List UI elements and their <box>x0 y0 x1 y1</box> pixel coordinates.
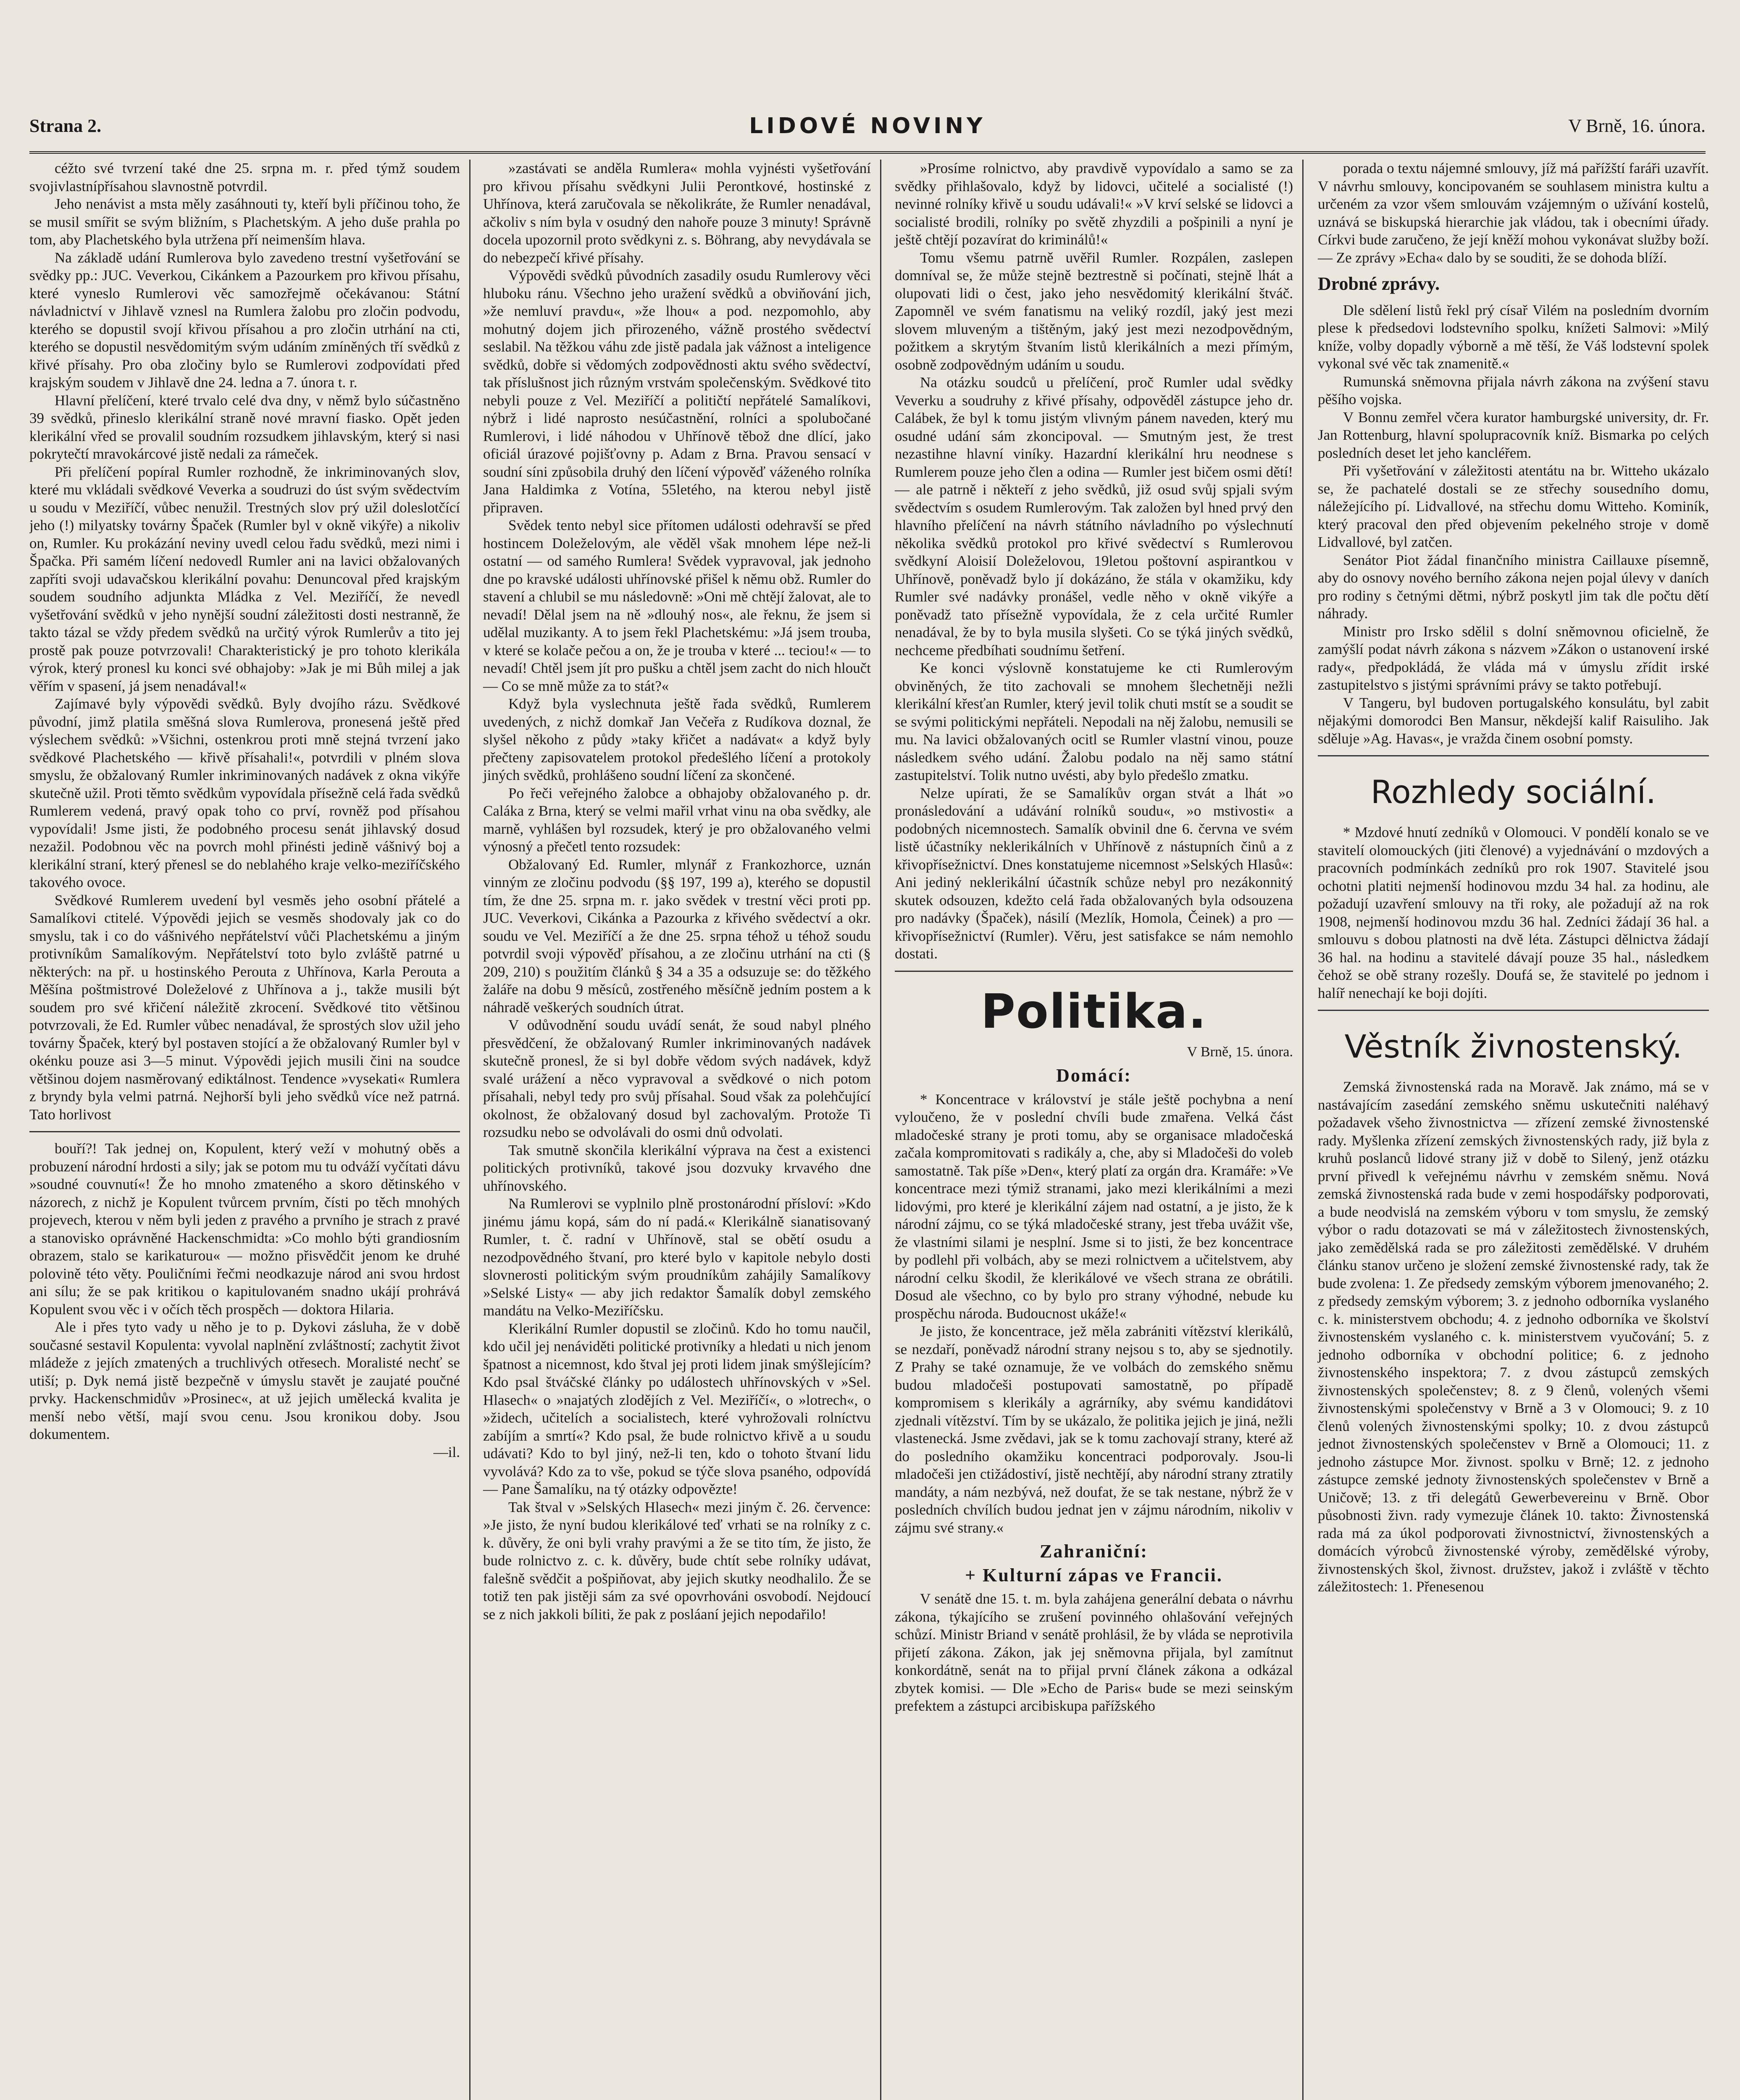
section-divider <box>1318 755 1709 756</box>
subsection-title-zahranicni: Zahraniční: <box>1040 1541 1148 1562</box>
feuilleton-paragraph: bouří?! Tak jednej on, Kopulent, který veží v mohutný oběs a probuzení národní hrdosti a sily; jak se potom mu tu odváží vyčítati dávu »soudné couvnutí«! Že ho mnoho zmateného a skoro dětinského v názorech, z nichž je Kopulent tvůrcem prvním, čísti po těch mnohých projevech, kterou v něm byli jeden z pravého a prvního je strach z pravé a stanovisko oprávněné Hackenschmidta: »Co mohlo býti grandiosním obrazem, stalo se karikaturou« — možno přisvědčit jenom ke druhé polovině této věty. Pouličními řečmi neodkazuje národ ani svou hrdost ani sílu; že se pak kritikou o kapitulovaném snadno ukájí prohrává Kopulent svou věc i v očích těch prospěch — doktora Hilaria. <box>29 1140 460 1318</box>
article-paragraph: »zastávati se anděla Rumlera« mohla vyjnésti vyšetřování pro křivou přísahu svědkyni Julii Perontkové, hostinské z Uhřínova, která zaručovala se několikráte, že Rumler nenadával, ačkoliv s ním byla v osudný den nahoře pouze 3 minuty! Správně docela upozornil proto svědkyni z. s. Böhrang, aby nevydávala se do nebezpečí křivé přísahy. <box>483 160 871 266</box>
article-paragraph: Svědek tento nebyl sice přítomen události odehravší se před hostincem Doleželovým, ale věděl však mnohem lépe než-li ostatní — od samého Rumlera! Svědek vypravoval, jak jednoho dne po kravské události uhřínovské přišel k němu obž. Rumler do stavení a chlubil se mu následovně: »Oni mě chtějí žalovat, ale to nevadí! Dělal jsem na ně »dlouhý nos«, ale řeknu, že jsem si udělal muzikanty. A to jsem řekl Plachetskému: »Já jsem trouba, v které se kolače pečou a on, že je trouba v které ... teciou!« — to nevadí! Chtěl jsem jít pro pušku a chtěl jsem zacht do nich hloučt — Co se mně může za to stát?« <box>483 517 871 694</box>
subsection-title-domaci: Domácí: <box>1056 1065 1132 1086</box>
author-signature: —il. <box>433 1444 460 1460</box>
news-item: Rumunská sněmovna přijala návrh zákona na zvýšení stavu pěšího vojska. <box>1318 373 1709 407</box>
news-item: Zemská živnostenská rada na Moravě. Jak známo, má se v nastávajícím zasedání zemského sněmu uskutečniti naléhavý požadavek všeho živnostnictva — zřízení zemské živnostenské rady. Myšlenka zřízení zemských živnostenských rady, již byla z kruhů poslanců lidové strany již v době to Silený, jenž otázku první přivedl k veřejnému návrhu v zemském sněmu. Nová zemská živnostenská rada bude v zemi hospodářsky podporovati, a bude neodvislá na zemském výboru v tom smyslu, že zemský výbor o radu dotazovati se má v záležitostech živnostenských, jako zemědělská rada se pro záležitosti zemědělské. V druhém článku stanov určeno je složení zemské živnostenské rady, tak že bude zvolena: 1. Ze předsedy zemským výborem jmenovaného; 2. z předsedy zemským výborem; 3. z jednoho odborníka vyslaného c. k. ministerstvem obchodu; 4. z jednoho odborníka ve školství živnostenském vyslaného c. k. ministerstvem vyučování; 5. z jednoho odborníka v obchodní politice; 6. z jednoho živnostenského inspektora; 7. z dvou zástupců zemských živnostenských společenstev; 8. z 9 členů, volených všemi živnostenskými společenstvy v Brně a 3 v Olomouci; 9. z 10 členů volených živnostenskými spolky; 10. z dvou zástupců jednot živnostenských společenstev v Brně a Olomouci; 11. z jednoho zástupce Mor. živnost. spolku v Brně; 12. z jednoho zástupce zemské jednoty živnostenských společenstev v Brně a Uničově; 13. z tři delegátů Gewerbevereinu v Brně. Obor působnosti živn. rady vymezuje článek 10. takto: Živnostenská rada má za úkol podporovati živnostnictví, živnostenských a domácích výrobců živnostenské výroby, zemědělské výroby, živnostenských škol, živnost. družstev, jakož i zvláště v těchto záležitostech: 1. Přenesenou <box>1318 1079 1709 1595</box>
article-paragraph: Když byla vyslechnuta ještě řada svědků, Rumlerem uvedených, z nichž domkař Jan Večeřa z Rudíkova doznal, že slyšel někoho z půdy »taky křičet a nadávat« a když byly přečteny zapisovatelem protokol předešlého líčení a protokoly jiných svědků, prohlášeno soudní líčení za skončené. <box>483 696 871 783</box>
section-title-politika: Politika. <box>980 984 1207 1039</box>
section-dateline: V Brně, 15. února. <box>1187 1044 1293 1060</box>
article-headline: + Kulturní zápas ve Francii. <box>965 1564 1223 1586</box>
article-paragraph: porada o textu nájemné smlouvy, jíž má pařížští faráři uzavřít. V návrhu smlouvy, koncipovaném se souhlasem ministra kultu a určeném za vzor všem smlouvám vzájemným o užívání kostelů, uznává se biskupská hierarchie jak vládou, tak i obecními úřady. Církvi bude zaručeno, že její kněží mohou vykonávat služby boží. — Ze zprávy »Echa« dalo by se souditi, že se dohoda blíží. <box>1318 160 1709 266</box>
section-title-rozhledy: Rozhledy sociální. <box>1370 773 1656 811</box>
article-paragraph: Na Rumlerovi se vyplnilo plně prostonárodní přísloví: »Kdo jinému jámu kopá, sám do ní padá.« Klerikálně sianatisovaný Rumler, t. č. radní v Uhřínově, stal se obětí osudu a nezodpovědného štvaní, pro které bylo v kapitole nebylo dosti slovnerosti politickým svým proudníkům zahájily Samalíkovy »Selské Listy« — aby jich redaktor Šamalík dobyl zemského mandátu na Velko-Meziříčsku. <box>483 1195 871 1319</box>
news-item: * Mzdové hnutí zedníků v Olomouci. V pondělí konalo se ve stavitelí olomouckých (jiti členové) a vyjednávání o mzdových a pracovních podmínkách zedníků pro rok 1907. Stavitelé jsou ochotni platiti nejmenší hodinovou mzdu 34 hal. za hodinu, ale požadují uzavření smlouvy na tři roky, ale požadují až na rok 1908, nejmenší hodinovou mzdu 36 hal. Zedníci žádají 36 hal. a smlouvu s dobou platnosti na dvě léta. Zástupci dělnictva žádají 36 hal. na hodinu a stavitelé dávají pouze 35 hal., následkem čehož se obě strany rozešly. Doufá se, že stavitelé po jednom i halíř nenechají ke boji dojíti. <box>1318 824 1709 1001</box>
news-item: Senátor Piot žádal finančního ministra Caillauxe písemně, aby do osnovy nového berního zákona nejen pojal úlevy v daních pro rodiny s četnými dětmi, nýbrž poskytl jim tak dle počtu dětí náhrady. <box>1318 551 1709 622</box>
news-item: Dle sdělení listů řekl prý císař Vilém na posledním dvorním plese k předsedovi lodstevního spolku, knížeti Salmovi: »Milý kníže, volby dopadly výborně a mě těší, že Váš lodstevní spolek vykonal své věc tak znamenitě.« <box>1318 302 1709 372</box>
column-divider <box>29 1131 460 1132</box>
article-paragraph: Na otázku soudců u přelíčení, proč Rumler udal svědky Veverku a soudruhy z křivé přísahy, odpověděl zástupce jeho dr. Calábek, že byl k tomu jistým vlivným pánem naveden, který mu osudné udání sám zkoncipoval. — Smutným jest, že trest nezastihne hlavní viníky. Hazardní klerikální hru neodnese s Rumlerem pouze jeho člen a odina — Rumler jest bičem osmi dětí! — ale patrně i někteří z jeho svědků, již osud svůj spjali svým svědectvím s osudem Rumlerovým. Tak založen byl hned prvý den hlavního přelíčení na návrh státního návladního po výslechnutí několika svědků protokol pro křivé svědectví s Rumlerovou svědkyní Aloisií Doleželovou, 19letou poštovní aspirantkou v Uhřínově, poněvadž bylo jí dokázáno, že stála v okamžiku, kdy Rumler své nadávky pronášel, vedle něho v okně vikýře a poněvadž tato přísežně vypovídala, že z cela určité Rumler nenadával, že by to byla musila slyšeti. Co se týká jiných svědků, nechceme předbíhati soudnímu šetření. <box>895 374 1293 659</box>
article-paragraph: Jeho nenávist a msta měly zasáhnouti ty, kteří byli příčinou toho, že se musil smířit se svým bližním, s Plachetským. A jeho duše prahla po tom, aby Plachetského byla utržena pří neimenším hlava. <box>29 196 460 248</box>
verdict-paragraph: Obžalovaný Ed. Rumler, mlynář z Frankozhorce, uznán vinným ze zločinu podvodu (§§ 197, 199 a), kterého se dopustil tím, že dne 25. srpna m. r. jako svědek v trestní věci proti pp. JUC. Veverkovi, Cikánka a Pazourka z křivého svědectví a okr. soudu ve Vel. Meziříčí a že dne 25. srpna téhož u téhož soudu potvrdil svoji výpověď přísahou, a ze zločinu utrhání na cti (§ 209, 210) s použitím článků § 34 a 35 a odsuzuje se: do těžkého žaláře na dobu 9 měsíců, zostřeného měsíčně jedním postem a k náhradě veškerých soudních útrat. <box>483 856 871 1016</box>
masthead: LIDOVÉ NOVINY <box>749 113 986 139</box>
article-paragraph: Je jisto, že koncentrace, jež měla zabrániti vítězství klerikálů, se nezdaří, poněvadž národní strany nejsou s to, aby se sjednotily. Z Prahy se také oznamuje, že ve volbách do zemského sněmu budou mladočeši postupovati samostatně, po případě kompromisem s klerikály a agrárníky, aby svému kandidátovi zjednali vítězství. Tím by se ukázalo, že politika jejich je jiná, nežli vlastenecká. Jsme zvědavi, jak se k tomu zachovají strany, které až do posledního okamžiku koncentraci podporovaly. Jsou-li mladočeši jen ctižádostiví, jistě nechtějí, aby národní strany ztratily mandáty, a nám nezbývá, než doufat, že se tak nestane, nýbrž že v posledních chvílích budou jednat jen v zájmu národním, nikoliv v zájmu své strany.« <box>895 1323 1293 1536</box>
section-divider <box>1318 1010 1709 1011</box>
article-paragraph: Při přelíčení popíral Rumler rozhodně, že inkriminovaných slov, které mu vkládali svědkové Veverka a soudruzi do úst svým svědectvím u soudu v Meziříčí, vůbec nenužil. Trestných slov prý užil doleslotčící jeho (!) milyatsky továrny Špaček (Rumler byl v okně vikýře) a nikoliv on, Rumler. Ku prokázání neviny uvedl celou řadu svědků, mezi nimi i Špačka. Při samém líčení nedovedl Rumler ani na lavici obžalovaných zapříti svoji udavačskou klerikální povahu: Denuncoval před krajským soudem soudního adjunkta Mládka z Vel. Meziříčí, že nevedl vyšetřování svědků v jeho nynější soudní záležitosti dosti nestranně, že takto tázal se vždy předem svědků na určitý výrok Rumlerův a tito jej prostě pak pouze potvrzovali! Charakteristický je pro tohoto klerikála výrok, který pronesl ku konci své obhajoby: »Jak je mi Bůh milej a jak věřím v spasení, já jsem nenadával!« <box>29 463 460 694</box>
column-2 <box>474 160 881 2100</box>
article-paragraph: Klerikální Rumler dopustil se zločinů. Kdo ho tomu naučil, kdo učil jej nenáviděti politické protivníky a hledati u nich jenom špatnost a nicemnost, kdo štval jej proti lidem jinak smýšlejícím? Kdo psal štváčské články po událostech uhřínovských v »Sel. Hlasech« o »najatých zlodějích z Vel. Meziříčí«, o »lotrech«, o »židech, učitelích a socialistech, které vyhrožovali rolníctvu zabíjím a smrtí«? Kdo psal, že bude rolnictvo křivě a u soudu udávati? Kdo to byl jiný, než-li ten, kdo o tohoto štvaní lidu vyvolává? Kdo za to vše, pokud se týče slova psaného, odpovídá — Pane Šamalíku, na tý otázky odpovězte! <box>483 1320 871 1497</box>
news-item: Při vyšetřování v záležitosti atentátu na br. Witteho ukázalo se, že pachatelé dostali se ze střechy sousedního domu, náležejícího pí. Lidvallové, na střechu domu Witteho. Kominík, který pracoval den před objevením pekelného stroje v domě Lidvallové, byl zatčen. <box>1318 462 1709 550</box>
rubric-drobne-zpravy: Drobné zprávy. <box>1318 273 1440 294</box>
news-item: V Bonnu zemřel včera kurator hamburgské university, dr. Fr. Jan Rottenburg, hlavní spolupracovník kníž. Bismarka po celých posledních deset let jeho kancléřem. <box>1318 409 1709 461</box>
news-item: V Tangeru, byl budoven portugalského konsulátu, byl zabit nějakými domorodci Ben Mansur, někdejší kalif Raisuliho. Jak sděluje »Ag. Havas«, je vražda činem osobní pomsty. <box>1318 694 1709 747</box>
page-header <box>29 101 1706 154</box>
page-number: Strana 2. <box>29 116 102 136</box>
article-paragraph: Nelze upírati, že se Samalíkův organ stvát a lhát »o pronásledování a udávání rolníků soudu«, »o mstivosti« a podobných nicemnostech. Samalík obvinil dne 6. června ve svém listě účastníky neklerikálních v Uhřínově z nástupních činů a z křivopřísežnictví. Dnes konstatujeme nicemnost »Selských Hlasů«: Ani jediný neklerikální účastník schůze nebyl pro nezákonnitý skutek odsouzen, kdežto celá řada obžalovaných byla odsouzena pro nadávky (Špaček), násilí (Mezlík, Homola, Čeinek) a pro — křivopřísežnictví (Rumler). Věru, jest satisfakce se nám nemohlo dostati. <box>895 785 1293 962</box>
dateline: V Brně, 16. února. <box>1568 116 1706 136</box>
article-paragraph: Výpovědi svědků původních zasadily osudu Rumlerovy věci hluboku ránu. Všechno jeho uražení svědků a obviňování jich, »že nemluví pravdu«, »že lhou« a pod. nezpomohlo, aby mohutný dojem jich přirozeného, vážně prostého svědectví seslabil. Na těžkou váhu zde jistě padala jak vážnost a inteligence svědků, dobře si vědomých zodpovědnosti aktu svého svědectví, tak příslušnost jich různým vrstvám společenským. Svědkové tito nebyli pouze z Vel. Meziříčí a političtí nepřátelé Samalíkovi, nýbrž i lidé naprosto nesúčastnění, rolníci a spolubočané Rumlerovi, i lidé náhodou v Uhřínově těbož dne dlící, jako oficiál úrazové pojišťovny p. Adam z Brna. Pravou sensací v soudní síni způsobila druhý den líčení výpověď váženého rolníka Jana Haldimka z Votína, 55letého, na kterou nebyl jistě připraven. <box>483 267 871 516</box>
article-paragraph: V odůvodnění soudu uvádí senát, že soud nabyl plného přesvědčení, že obžalovaný Rumler inkriminovaných nadávek skutečně pronesl, že si byl dobře vědom svých nadávek, když svalé urážení a něco vypravoval a svědkové o nich potom přísahali, nebyl tedy pro svůj přísahal. Soud však za polehčující okolnost, že obžalovaný dosud byl zachovalým. Protože Ti rozsudku nebo se odvolávali do osmi dnů odvolati. <box>483 1017 871 1140</box>
article-paragraph: Na základě udání Rumlerova bylo zavedeno trestní vyšetřování se svědky pp.: JUC. Veverkou, Cikánkem a Pazourkem pro křivou přísahu, které vyneslo Rumlerovi věc samozřejmě očekávanou: Státní návladnictví v Jihlavě vznesl na Rumlera žalobu pro zločin podvodu, kterého se dopustil svojí křivou přísahou a pro zločin utrhání na cti, kterého se dopustil nesvědomitým svým udáním zmíněných tří svědků z křivé přísahy. Pro oba zločiny bylo se Rumlerovi zodpovídati před krajským soudem v Jihlavě dne 24. ledna a 7. února t. r. <box>29 249 460 391</box>
article-paragraph: Hlavní přelíčení, které trvalo celé dva dny, v němž bylo súčastněno 39 svědků, přineslo klerikální straně nové mravní fiasko. Opět jeden klerikální vřed se provalil soudním rozsudkem jihlavským, který si nasi pokrytečtí mravokárcové jistě nedali za rámeček. <box>29 392 460 462</box>
article-paragraph: * Koncentrace v království je stále ještě pochybna a není vyloučeno, že v poslední chvíli bude zmařena. Velká část mladočeské strany je proti tomu, aby se organisace mladočeská začala kompromitovati s radikály a, che, aby si Mladočeši do voleb samostatně. Tak píše »Den«, který platí za orgán dra. Kramáře: »Ve koncentrace mezi týmiž stranami, jako mezi klerikálními a mezi lidovými, pro které je klerikální zájem nad ostatní, a je jisto, že k národní zájmu, co se týká mladočeské strany, jest třeba uvážit vše, že vlastními silami je nesplní. Jsme si to jisti, že bez koncentrace by podlehl při volbách, aby se mezi rolnictvem a učitelstvem, aby národní celku škodil, že klerikálové ve všech strana ze obrátili. Dosud ale všechno, co by bylo pro strany výhodné, nebude ku prospěchu národa. Budoucnost ukáže!« <box>895 1091 1293 1322</box>
article-paragraph: Ke konci výslovně konstatujeme ke cti Rumlerovým obviněných, že tito zachovali se mnohem šlechetněji nežli klerikální křesťan Rumler, který jevil tolik chuti mstít se a soudit se se svými politickými nepřáteli. Nepodali na něj žalobu, nemusili se mu. Na lavici obžalovaných ocitl se Rumler vlastní vinou, pouze následkem svého udání. Žalobu podalo na něj samo státní zastupitelství. Tolik nutno uvésti, aby bylo předešlo zmatku. <box>895 660 1293 783</box>
article-paragraph: V senátě dne 15. t. m. byla zahájena generální debata o návrhu zákona, týkajícího se zrušení povinného ohlašování veřejných schůzí. Ministr Briand v senátě prohlásil, že by vláda se neprotivila přijetí zákona. Zákon, jak jej sněmovna přijala, byl zamítnut konkordátně, senát na to přijal první článek zákona a odkázal zbytek komisi. — Dle »Echo de Paris« bude se mezi seinským prefektem a zástupci arcibiskupa pařížského <box>895 1591 1293 1714</box>
article-paragraph: Tak štval v »Selských Hlasech« mezi jiným č. 26. července: »Je jisto, že nyní budou klerikálové teď vrhati se na rolníky z c. k. důvěry, že oni byli vrahy pravými a že se tito tím, že jisto, že bude rolnictvo z. c. k. důvěry, bude chtít sebe rolníky udávat, falešně svědčit a pošpiňovat, aby jejich skutky neodhalilo. Že se totiž ten pak jistěji sám za své opovrhováni osvobodí. Nejdoucí se z nich jakkoli bíliti, že pak z posláaní jejich nepodařilo! <box>483 1499 871 1622</box>
article-paragraph: Zajímavé byly výpovědi svědků. Byly dvojího rázu. Svědkové původní, jimž platila směšná slova Rumlerova, pronesená ještě před výslechem svědků: »Všichni, ostenkrou proti mně stejná tvrzení jako svědkové Plachetského — křivě přísahali!«, potvrdili v plném slova smyslu, že obžalovaný Rumler inkriminovaných nadávek z okna vikýře skutečně užil. Proti těmto svědkům vypovídala přísežně celá řada svědků Rumlerem vedená, pravý opak toho co prví, rovněž pod přísahou vypovídali! Jsme jisti, že podobného procesu senát jihlavský dosud nezažil. Podobnou věc na povrch mohl přinésti jedině vášnivý boj a klerikální straní, který přenesl se do neblahého kraje velko-meziříčského takového ovoce. <box>29 696 460 890</box>
news-item: Ministr pro Irsko sdělil s dolní sněmovnou oficielně, že zamýšlí podat návrh zákona s názvem »Zákon o ustanovení irské rady«, předpokládá, že vláda má v úmyslu zřídit irské zastupitelstvo s jistými správními právy se takto potřebují. <box>1318 623 1709 693</box>
article-paragraph: Svědkové Rumlerem uvedení byl vesměs jeho osobní přátelé a Samalíkovi ctitelé. Výpovědi jejich se vesměs shodovaly jak co do smyslu, tak i co do vášnivého nepřátelství vůči Plachetskému a jiným protivníkům Samalíkovým. Nepřátelství toto bylo zvláště patrné u některých: na př. u hostinského Perouta z Uhřínova, Karla Perouta a Měšína poštmistrové Doleželové z Uhřínova a j., takže musili být soudem pro své křičení náležitě zkrocení. Svědkové tito většinou potvrzovali, že Ed. Rumler vůbec nenadával, že sprostých slov užil jeho továrny Špaček, který byl postaven stojící a že obžalovaný Rumler byl v okénku pouze asi 3—5 minut. Výpovědi jejich musili čini na soudce většinou dojem nasměrovaný ediktálnost. Tendence »vysekati« Rumlera z bryndy byla velmi patrná. Nejhorší byli jeho svědků více než patrná. Tato horlivost <box>29 892 460 1123</box>
feuilleton-paragraph: Ale i přes tyto vady u něho je to p. Dykovi zásluha, že v době současné sestavil Kopulenta: vyvolal naplnění zvláštností; zachytit život mládeže z jejích zmatených a truchlivých otřesech. Moralisté nechť se utiší; p. Dyk nemá jistě bezpečně v úmyslu stavět je zaujaté poučné prvky. Hackenschmidův »Prosinec«, at už jejich umělecká kvalita je menší nebo větší, mají svou cenu. Jsou kronikou doby. Jsou dokumentem. <box>29 1319 460 1442</box>
column-1 <box>29 160 470 2100</box>
column-3 <box>886 160 1304 2100</box>
section-divider <box>895 971 1293 972</box>
article-paragraph: Tak smutně skončila klerikální výprava na čest a existenci politických protivníků, takové jsou dozvuky krvavého dne uhřínovského. <box>483 1142 871 1194</box>
article-paragraph: céžto své tvrzení také dne 25. srpna m. r. před týmž soudem svojivlastnípřísahou slavnostně potvrdil. <box>29 160 460 194</box>
column-4 <box>1308 160 1709 2100</box>
section-title-vestnik: Věstník živnostenský. <box>1344 1028 1682 1065</box>
article-paragraph: »Prosíme rolnictvo, aby pravdivě vypovídalo a samo se za svědky přihlašovalo, když by lidovci, učitelé a socialisté (!) nevinné rolníky křivě u soudu udávali!« »V krví selské se lidovci a socialisté brodili, rolníky po světě zhyzdili a pošpinili a nyní je ještě chtějí pozavírat do kriminálů!« <box>895 160 1293 248</box>
article-paragraph: Tomu všemu patrně uvěřil Rumler. Rozpálen, zaslepen domníval se, že může stejně beztrestně si počínati, stejně lhát a olupovati lidi o čest, jako jeho nesvědomitý klerikální štváč. Zapomněl ve svém fanatismu na veliký rozdíl, jaký jest mezi slovem mluveným a tištěným, jaký jest mezi nezodpovědným, požitkem a skrytým štvaním listů klerikálních a mezi přímým, osobně zodpovědným udáním u soudu. <box>895 249 1293 373</box>
article-paragraph: Po řeči veřejného žalobce a obhajoby obžalovaného p. dr. Caláka z Brna, který se velmi mařil vrhat vinu na oba svědky, ale marně, vyhlášen byl rozsudek, který je pro obžalovaného velmi výnosný a přečetl tento rozsudek: <box>483 785 871 855</box>
